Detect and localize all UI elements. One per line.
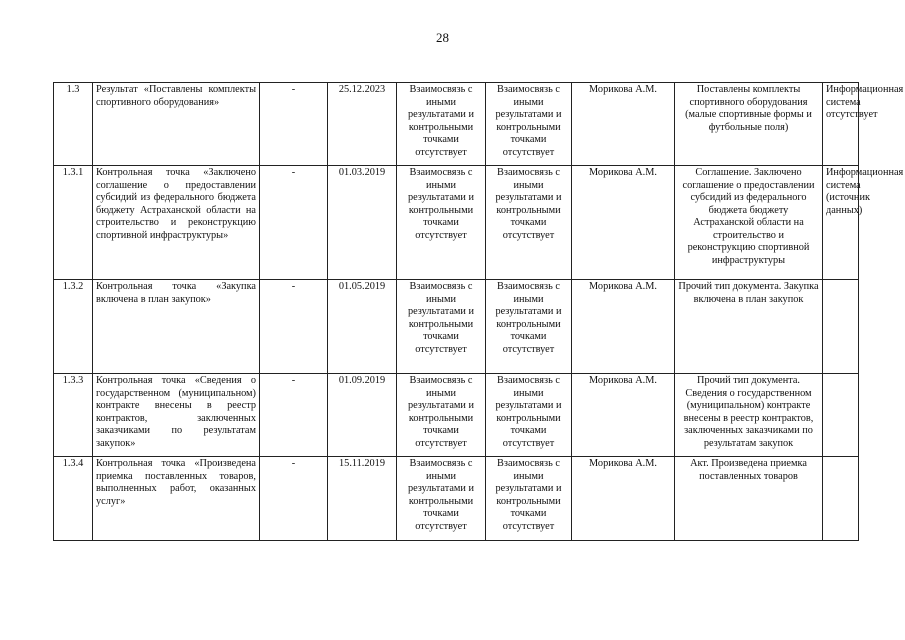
row-base-date: - [260,166,328,280]
row-number: 1.3.2 [54,280,93,374]
row-base-date: - [260,83,328,166]
row-end-date: 25.12.2023 [328,83,397,166]
table-row [54,83,859,166]
table-row [54,166,859,280]
row-successors: Взаимосвязь с иными результатами и контрольными точками отсутствует [486,166,572,280]
row-responsible: Морикова А.М. [572,280,675,374]
row-document: Поставлены комплекты спортивного оборудования (малые спортивные формы и футбольные поля) [675,83,823,166]
row-info-system: Информационная система отсутствует [823,83,859,166]
row-name: Контрольная точка «Сведения о государственном (муниципальном) контракте внесены в реестр контрактов, заключенных заказчиками по результатам закупок» [93,374,260,457]
row-successors: Взаимосвязь с иными результатами и контрольными точками отсутствует [486,374,572,457]
row-predecessors: Взаимосвязь с иными результатами и контрольными точками отсутствует [397,374,486,457]
row-info-system: Информационная система (источник данных) [823,166,859,280]
row-responsible: Морикова А.М. [572,166,675,280]
row-predecessors: Взаимосвязь с иными результатами и контрольными точками отсутствует [397,457,486,541]
row-number: 1.3 [54,83,93,166]
table-row [54,457,859,541]
row-info-system [823,374,859,457]
row-document: Прочий тип документа. Сведения о государственном (муниципальном) контракте внесены в реестр контрактов, заключенных заказчиками по результатам закупок [675,374,823,457]
table-row [54,374,859,457]
row-document: Соглашение. Заключено соглашение о предоставлении субсидий из федерального бюджета бюджету Астраханской области на строительство и реконструкцию спортивной инфраструктуры [675,166,823,280]
row-info-system [823,457,859,541]
row-base-date: - [260,280,328,374]
page-number: 28 [436,30,449,45]
row-name: Контрольная точка «Заключено соглашение о предоставлении субсидий из федерального бюджета бюджету Астраханской области на строительство и реконструкцию спортивной инфраструктуры» [93,166,260,280]
row-name: Контрольная точка «Закупка включена в план закупок» [93,280,260,374]
row-end-date: 01.05.2019 [328,280,397,374]
row-base-date: - [260,457,328,541]
row-responsible: Морикова А.М. [572,83,675,166]
row-end-date: 01.03.2019 [328,166,397,280]
row-responsible: Морикова А.М. [572,374,675,457]
row-predecessors: Взаимосвязь с иными результатами и контрольными точками отсутствует [397,83,486,166]
row-end-date: 01.09.2019 [328,374,397,457]
control-points-table [53,82,904,541]
row-successors: Взаимосвязь с иными результатами и контрольными точками отсутствует [486,457,572,541]
table-row [54,280,859,374]
row-number: 1.3.3 [54,374,93,457]
row-info-system [823,280,859,374]
row-successors: Взаимосвязь с иными результатами и контрольными точками отсутствует [486,280,572,374]
row-document: Акт. Произведена приемка поставленных товаров [675,457,823,541]
row-end-date: 15.11.2019 [328,457,397,541]
row-name: Результат «Поставлены комплекты спортивного оборудования» [93,83,260,166]
row-successors: Взаимосвязь с иными результатами и контрольными точками отсутствует [486,83,572,166]
row-predecessors: Взаимосвязь с иными результатами и контрольными точками отсутствует [397,280,486,374]
row-predecessors: Взаимосвязь с иными результатами и контрольными точками отсутствует [397,166,486,280]
row-number: 1.3.4 [54,457,93,541]
row-responsible: Морикова А.М. [572,457,675,541]
row-name: Контрольная точка «Произведена приемка поставленных товаров, выполненных работ, оказанных услуг» [93,457,260,541]
row-base-date: - [260,374,328,457]
row-number: 1.3.1 [54,166,93,280]
row-document: Прочий тип документа. Закупка включена в план закупок [675,280,823,374]
